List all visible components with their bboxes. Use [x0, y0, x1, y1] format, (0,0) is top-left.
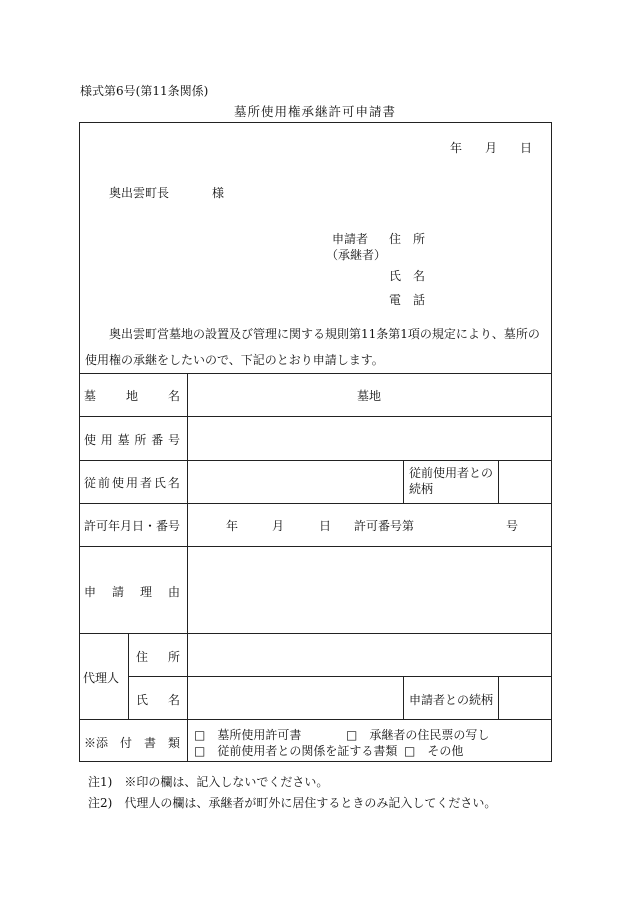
reason-label-char-3: 理	[139, 585, 152, 599]
attachment-resident-record[interactable]: □ 承継者の住民票の写し	[346, 728, 490, 742]
prev-relation-label: 従前使用者との続柄	[409, 466, 494, 496]
applicant-name-label: 氏 名	[389, 269, 426, 283]
plot-number-label-char-5: 番	[151, 433, 164, 447]
attachments-label	[84, 734, 180, 751]
cemetery-suffix: 墓地	[357, 389, 382, 403]
reason-label-char-1: 申	[84, 585, 97, 599]
prev-user-label-char-5: 者	[139, 476, 152, 490]
col-divider-relation-2	[403, 676, 404, 719]
divider-row-6	[128, 676, 552, 677]
permit-number-suffix: 号	[506, 519, 519, 533]
applicant-phone-label: 電 話	[389, 293, 426, 307]
agent-name-label-char-1: 氏	[136, 693, 149, 707]
plot-number-label	[84, 431, 180, 448]
prev-user-label	[84, 474, 180, 491]
col-divider-label	[187, 373, 188, 762]
reason-label-char-2: 請	[111, 585, 124, 599]
attachments-label-char-2: 付	[119, 736, 132, 750]
addressee-honorific: 様	[212, 186, 225, 200]
document-title: 墓所使用権承継許可申請書	[233, 104, 396, 119]
col-divider-relation-value-2	[498, 676, 499, 719]
plot-number-label-char-6: 号	[167, 433, 180, 447]
cemetery-name-label-char-1: 墓	[84, 389, 97, 403]
permit-month: 月	[272, 519, 285, 533]
cemetery-name-label	[84, 387, 180, 404]
applicant-address-label: 住 所	[389, 232, 426, 246]
col-divider-relation-1	[403, 460, 404, 503]
permit-day: 日	[319, 519, 332, 533]
divider-row-2	[79, 460, 552, 461]
application-statement: 奥出雲町営墓地の設置及び管理に関する規則第11条第1項の規定により、墓所の使用権の承継をしたいので、下記のとおり申請します。	[85, 327, 540, 367]
note-1: 注1) ※印の欄は、記入しないでください。	[88, 775, 329, 789]
agent-address-label-char-2: 所	[167, 650, 180, 664]
prev-user-label-char-7: 名	[167, 476, 180, 490]
reason-label-char-4: 由	[167, 585, 180, 599]
prev-user-label-char-1: 従	[84, 476, 97, 490]
permit-label: 許可年月日・番号	[84, 519, 181, 533]
attachments-label-char-1: ※添	[84, 736, 109, 750]
date-month: 月	[485, 141, 498, 155]
divider-row-7	[79, 719, 552, 720]
attachment-permit-certificate[interactable]: □ 墓所使用許可書	[194, 728, 302, 742]
applicant-sub-label: （承継者）	[326, 248, 387, 262]
plot-number-label-char-4: 所	[134, 433, 147, 447]
applicant-label: 申請者	[332, 232, 369, 246]
agent-name-label	[136, 691, 180, 708]
agent-relation-label: 申請者との続柄	[409, 693, 494, 707]
attachments-label-char-3: 書	[143, 736, 156, 750]
date-year: 年	[450, 141, 463, 155]
divider-row-3	[79, 503, 552, 504]
plot-number-label-char-2: 用	[100, 433, 113, 447]
plot-number-label-char-1: 使	[84, 433, 97, 447]
cemetery-name-label-char-3: 名	[167, 389, 180, 403]
agent-name-label-char-2: 名	[167, 693, 180, 707]
col-divider-agent	[128, 633, 129, 719]
prev-user-label-char-3: 使	[111, 476, 124, 490]
prev-user-label-char-4: 用	[125, 476, 138, 490]
permit-number-prefix: 許可番号第	[354, 519, 415, 533]
reason-label	[84, 583, 180, 600]
agent-address-label	[136, 648, 180, 665]
note-2: 注2) 代理人の欄は、承継者が町外に居住するときのみ記入してください。	[88, 796, 497, 810]
attachment-other[interactable]: □ その他	[404, 744, 464, 758]
col-divider-relation-value-1	[498, 460, 499, 503]
divider-top-table	[79, 373, 552, 374]
agent-address-label-char-1: 住	[136, 650, 149, 664]
prev-user-label-char-2: 前	[97, 476, 110, 490]
divider-row-5	[79, 633, 552, 634]
date-day: 日	[520, 141, 533, 155]
form-id: 様式第6号(第11条関係)	[80, 84, 209, 98]
attachment-relationship-proof[interactable]: □ 従前使用者との関係を証する書類	[194, 744, 398, 758]
prev-user-label-char-6: 氏	[153, 476, 166, 490]
plot-number-label-char-3: 墓	[117, 433, 130, 447]
agent-label: 代理人	[83, 671, 120, 685]
addressee-name: 奥出雲町長	[109, 186, 170, 200]
cemetery-name-label-char-2: 地	[125, 389, 138, 403]
divider-row-4	[79, 546, 552, 547]
attachments-label-char-4: 類	[167, 736, 180, 750]
divider-row-1	[79, 416, 552, 417]
permit-year: 年	[226, 519, 239, 533]
